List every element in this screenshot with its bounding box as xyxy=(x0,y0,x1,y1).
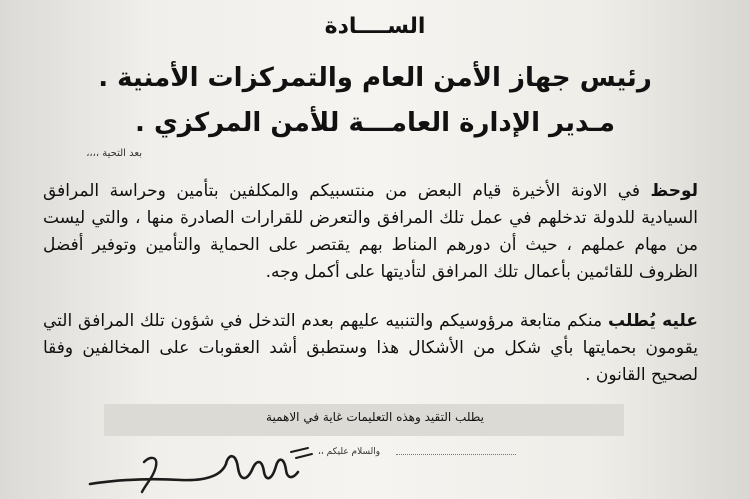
paragraph-2-lead: عليه يُطلب xyxy=(607,311,698,331)
paragraph-1-text: في الاونة الأخيرة قيام البعض من منتسبيكم والمكلفين بتأمين وحراسة المرافق السيادية للدولة تدخلهم في عمل تلك المرافق والتعرض للقرارات الصادرة منها ، والتي ليست من مهام عملهم ، حيث أن دورهم المناط بهم يقتصر على الحماية والتأمين وتوفير أفضل الظروف للقائمين بأعمال تلك المرافق لتأديتها على أكمل وجه. xyxy=(43,181,698,282)
recipient-line-1: رئيس جهاز الأمن العام والتمركزات الأمنية . xyxy=(98,63,652,93)
paragraph-1-lead: لوحظ xyxy=(650,181,698,201)
greeting: بعد التحية ،،،، xyxy=(86,148,142,159)
addressee-heading: الســــادة xyxy=(324,14,426,39)
paragraph-1 xyxy=(43,178,698,286)
salutation: والسلام عليكم ،، xyxy=(318,447,381,457)
paragraph-2 xyxy=(43,308,698,389)
paragraph-2-text: منكم متابعة مرؤوسيكم والتنبيه عليهم بعدم التدخل في شؤون تلك المرافق التي يقومون بحمايتها بأي شكل من الأشكال هذا وستطبق أشد العقوبات على المخالفين وفقا لصحيح القانون . xyxy=(43,311,698,385)
recipient-line-2: مـدير الإدارة العامـــة للأمن المركزي . xyxy=(135,108,615,138)
signature xyxy=(86,440,316,496)
dotted-divider xyxy=(396,454,516,455)
closing-note: يطلب التقيد وهذه التعليمات غاية في الاهمية xyxy=(266,410,484,424)
